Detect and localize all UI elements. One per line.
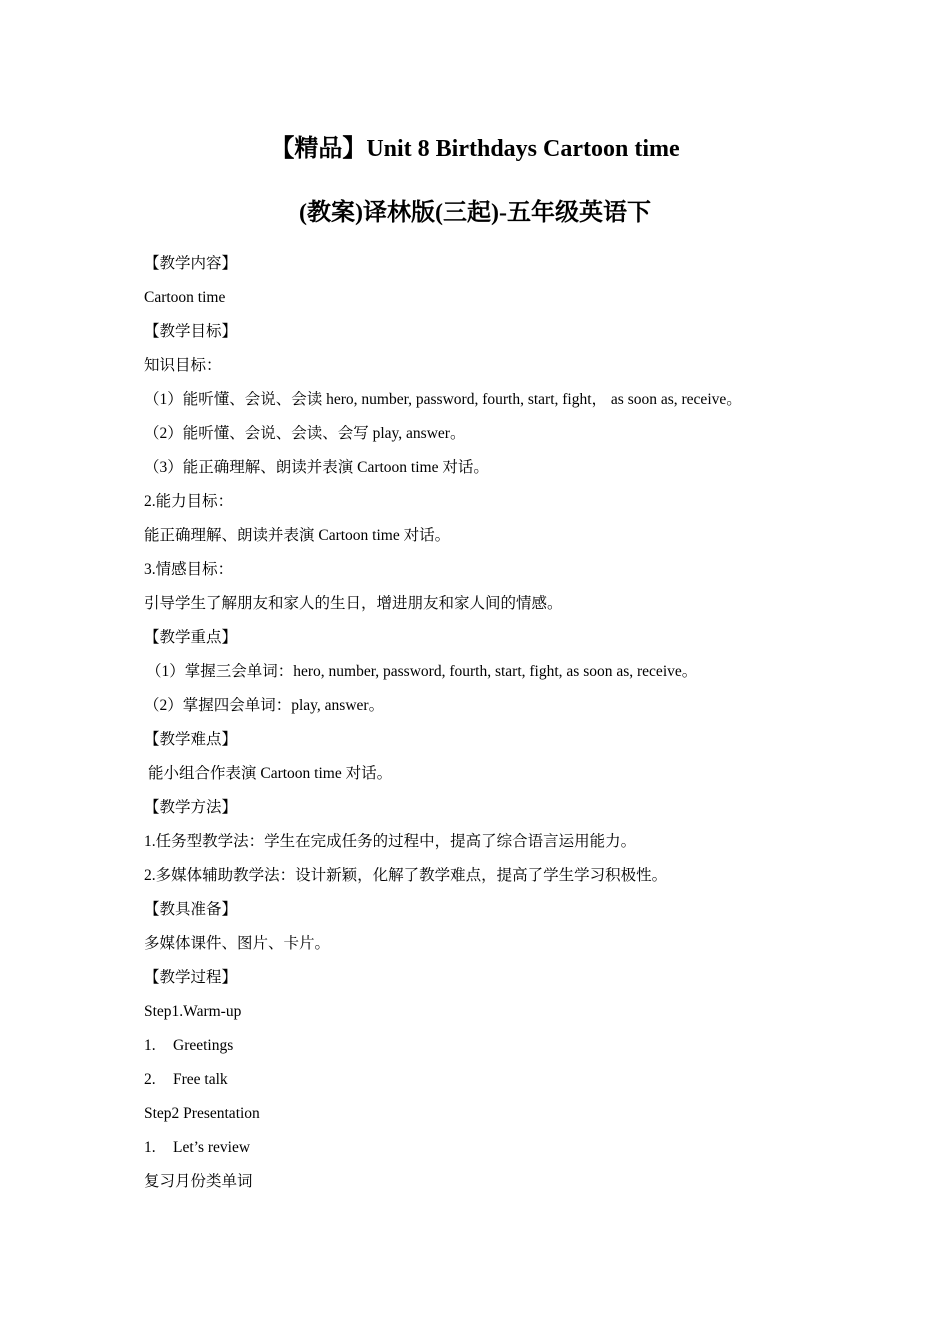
paragraph: 引导学生了解朋友和家人的生日，增进朋友和家人间的情感。 <box>144 595 563 612</box>
paragraph: 2.能力目标： <box>144 493 234 510</box>
list-item-number: 1. <box>144 1139 156 1156</box>
paragraph: 1.任务型教学法：学生在完成任务的过程中，提高了综合语言运用能力。 <box>144 833 637 850</box>
paragraph: 多媒体课件、图片、卡片。 <box>144 935 331 952</box>
section-heading-objectives: 【教学目标】 <box>144 323 238 340</box>
section-heading-difficulties: 【教学难点】 <box>144 731 238 748</box>
section-heading-methods: 【教学方法】 <box>144 799 238 816</box>
paragraph: 3.情感目标： <box>144 561 234 578</box>
list-item <box>144 1133 844 1167</box>
paragraph: （1）掌握三会单词：hero, number, password, fourth, start, fight, as soon as, receive。 <box>146 663 698 680</box>
paragraph: 知识目标： <box>144 357 222 374</box>
step-heading-presentation: Step2 Presentation <box>144 1105 260 1122</box>
paragraph: 2.多媒体辅助教学法：设计新颖，化解了教学难点，提高了学生学习积极性。 <box>144 867 668 884</box>
list-item-number: 1. <box>144 1037 156 1054</box>
paragraph: （1）能听懂、会说、会读 hero, number, password, fourth, start, fight， as soon as, receive。 <box>144 391 742 408</box>
paragraph: 能小组合作表演 Cartoon time 对话。 <box>148 765 393 782</box>
list-item-number: 2. <box>144 1071 156 1088</box>
list-item-text: Greetings <box>173 1037 234 1054</box>
paragraph: （2）掌握四会单词：play, answer。 <box>144 697 385 714</box>
paragraph: 复习月份类单词 <box>144 1173 253 1190</box>
document-title-line1: 【精品】Unit 8 Birthdays Cartoon time <box>270 136 680 162</box>
paragraph: 能正确理解、朗读并表演 Cartoon time 对话。 <box>144 527 451 544</box>
section-heading-content: 【教学内容】 <box>144 255 238 272</box>
step-heading-warmup: Step1.Warm-up <box>144 1003 242 1020</box>
section-heading-process: 【教学过程】 <box>144 969 238 986</box>
list-item-text: Free talk <box>173 1071 228 1088</box>
document-body <box>144 249 844 1201</box>
section-heading-materials: 【教具准备】 <box>144 901 238 918</box>
paragraph: （2）能听懂、会说、会读、会写 play, answer。 <box>144 425 466 442</box>
document-title-line2: (教案)译林版(三起)-五年级英语下 <box>299 200 651 226</box>
paragraph: （3）能正确理解、朗读并表演 Cartoon time 对话。 <box>144 459 489 476</box>
list-item <box>144 1065 844 1099</box>
paragraph: Cartoon time <box>144 289 226 306</box>
list-item-text: Let’s review <box>173 1139 251 1156</box>
section-heading-key-points: 【教学重点】 <box>144 629 238 646</box>
list-item <box>144 1031 844 1065</box>
